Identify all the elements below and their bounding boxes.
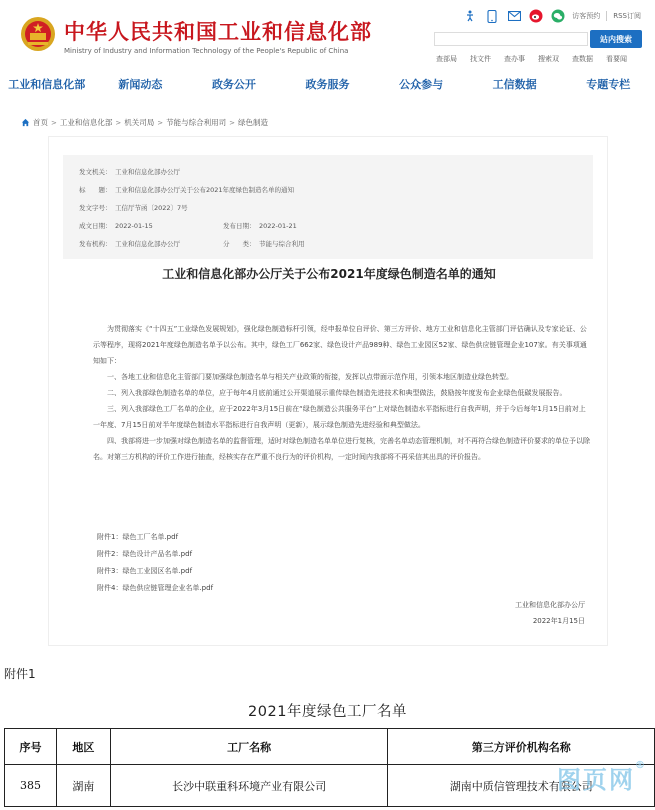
- attachment-link[interactable]: 附件1：绿色工厂名单.pdf: [97, 533, 179, 541]
- breadcrumb-item[interactable]: 机关司局: [124, 118, 155, 127]
- meta-value: 工信厅节函〔2022〕7号: [115, 204, 188, 212]
- article-title: 工业和信息化部办公厅关于公布2021年度绿色制造名单的通知: [162, 267, 496, 281]
- quick-link[interactable]: 找文件: [470, 55, 491, 63]
- wechat-icon[interactable]: [550, 8, 566, 24]
- meta-published: [223, 221, 297, 230]
- table-title: 2021年度绿色工厂名单: [248, 704, 407, 720]
- search-button[interactable]: 站内搜索: [590, 30, 642, 48]
- meta-label: 发文字号：: [79, 204, 112, 212]
- meta-doc-number: [79, 203, 188, 212]
- nav-item-public-participation[interactable]: 公众参与: [399, 78, 444, 91]
- article-paragraph: 一、各地工业和信息化主管部门要加强绿色制造名单与相关产业政策的衔接，发挥以点带面示范作用，引领本地区制造业绿色转型。: [107, 373, 513, 381]
- breadcrumb-item[interactable]: 绿色制造: [238, 118, 268, 127]
- meta-value: 工业和信息化部办公厅: [115, 240, 180, 248]
- chevron-right-icon: >: [229, 118, 235, 127]
- meta-org: [79, 239, 180, 248]
- quick-link[interactable]: 搜索双: [538, 55, 559, 63]
- visitor-appointment-link[interactable]: 访客预约: [572, 12, 601, 20]
- search-quick-links: [436, 54, 627, 64]
- nav-item-services[interactable]: 政务服务: [305, 78, 350, 91]
- article-paragraph: 二、列入我部绿色制造名单的单位，应于每年4月底前通过公开渠道展示重传绿色制造先进技术和典型做法，鼓励按年度发布企业绿色低碳发展报告。: [107, 389, 567, 397]
- nav-item-government-affairs[interactable]: 政务公开: [211, 78, 256, 91]
- meta-label: 标 题：: [79, 186, 112, 194]
- chevron-right-icon: >: [115, 118, 122, 127]
- meta-value: 2022-01-21: [259, 222, 297, 230]
- meta-title: [79, 185, 294, 194]
- search-input[interactable]: [434, 32, 588, 46]
- nav-item-topics[interactable]: 专题专栏: [586, 78, 631, 91]
- meta-label: 成文日期：: [79, 222, 112, 230]
- rss-link[interactable]: RSS订阅: [613, 12, 641, 20]
- watermark-logo: [557, 760, 647, 795]
- attachment-link[interactable]: 附件4：绿色供应链管理企业名单.pdf: [97, 584, 214, 592]
- attachment-heading: 附件1: [4, 667, 36, 681]
- chevron-right-icon: >: [51, 118, 57, 127]
- meta-value: 2022-01-15: [115, 222, 153, 230]
- meta-value: 工业和信息化部办公厅关于公布2021年度绿色制造名单的通知: [115, 186, 295, 194]
- meta-category: [223, 239, 305, 248]
- meta-value: 节能与综合利用: [259, 240, 305, 248]
- signature-date: 2022年1月15日: [532, 617, 585, 625]
- quick-link[interactable]: 查办事: [504, 55, 525, 63]
- main-nav: [0, 70, 655, 100]
- article-paragraph: 三、列入我部绿色工厂名单的企业，应于2022年3月15日前在“绿色制造公共服务平台”上对绿色制造水平指标进行自我声明，并于今后每年1月15日前对上一年度、7月15日前对半年度绿色制造水平指标进行自我声明（更新），展示绿色制造先进经验和典型做法。: [93, 405, 586, 429]
- chevron-right-icon: >: [157, 118, 164, 127]
- meta-value: 工业和信息化部办公厅: [115, 168, 180, 176]
- quick-link[interactable]: 查数据: [572, 55, 593, 63]
- accessibility-icon[interactable]: [462, 8, 478, 24]
- national-emblem-icon: [20, 16, 56, 52]
- article-paragraph: 四、我部将进一步加强对绿色制造名单的监督管理，适时对绿色制造名单单位进行复核，完善名单动态管理机制，对不再符合绿色制造评价要求的单位予以除名。对第三方机构的评价工作进行抽查，经核实存在严重不良行为的评价机构，一定时间内我部将不再采信其出具的评价报告。: [93, 437, 590, 461]
- article-paragraph: 为贯彻落实《“十四五”工业绿色发展规划》，强化绿色制造标杆引领，经申报单位自评价、第三方评价、地方工业和信息化主管部门评估确认及专家论证、公示等程序，现将2021年度绿色制造名单予以公布。其中，绿色工厂662家、绿色设计产品989种、绿色工业园区52家、绿色供应链管理企业107家。有关事项通知如下：: [93, 325, 587, 365]
- divider: [606, 11, 607, 21]
- column-header: 序号: [5, 729, 57, 765]
- breadcrumb-item[interactable]: 首页: [33, 118, 48, 127]
- mobile-icon[interactable]: [484, 8, 500, 24]
- meta-created: [79, 221, 153, 230]
- nav-item-miit[interactable]: 工业和信息化部: [8, 78, 86, 91]
- quick-link[interactable]: 看要闻: [606, 55, 627, 63]
- quick-link[interactable]: 查部局: [436, 55, 457, 63]
- breadcrumb: [21, 117, 268, 128]
- meta-issuer: [79, 167, 180, 176]
- table-cell: 385: [5, 765, 57, 807]
- site-subtitle: Ministry of Industry and Information Technology of the People's Republic of China: [64, 47, 349, 55]
- home-icon: [21, 118, 30, 127]
- watermark-text: 图页网: [557, 766, 635, 794]
- breadcrumb-item[interactable]: 节能与综合利用司: [166, 118, 227, 127]
- site-title[interactable]: 中华人民共和国工业和信息化部: [64, 20, 372, 44]
- breadcrumb-item[interactable]: 工业和信息化部: [59, 118, 113, 127]
- table-cell: 湖南中质信管理技术有限公司: [388, 765, 655, 807]
- weibo-icon[interactable]: [528, 8, 544, 24]
- column-header: 工厂名称: [110, 729, 388, 765]
- registered-icon: ®: [635, 760, 647, 771]
- article-card: [48, 136, 608, 646]
- attachment-link[interactable]: 附件2：绿色设计产品名单.pdf: [97, 550, 193, 558]
- top-toolbar: [462, 8, 641, 24]
- meta-label: 分 类：: [223, 240, 256, 248]
- mail-icon[interactable]: [506, 8, 522, 24]
- document-metadata: [63, 155, 593, 259]
- attachment-link[interactable]: 附件3：绿色工业园区名单.pdf: [97, 567, 193, 575]
- nav-item-news[interactable]: 新闻动态: [118, 78, 163, 91]
- nav-item-data[interactable]: 工信数据: [492, 78, 537, 91]
- table-cell: 长沙中联重科环境产业有限公司: [110, 765, 388, 807]
- article-body: [93, 321, 591, 465]
- column-header: 地区: [56, 729, 110, 765]
- column-header: 第三方评价机构名称: [388, 729, 655, 765]
- meta-label: 发文机关：: [79, 168, 112, 176]
- meta-label: 发布日期：: [223, 222, 256, 230]
- meta-label: 发布机构：: [79, 240, 112, 248]
- table-cell: 湖南: [56, 765, 110, 807]
- signature: 工业和信息化部办公厅: [515, 601, 585, 609]
